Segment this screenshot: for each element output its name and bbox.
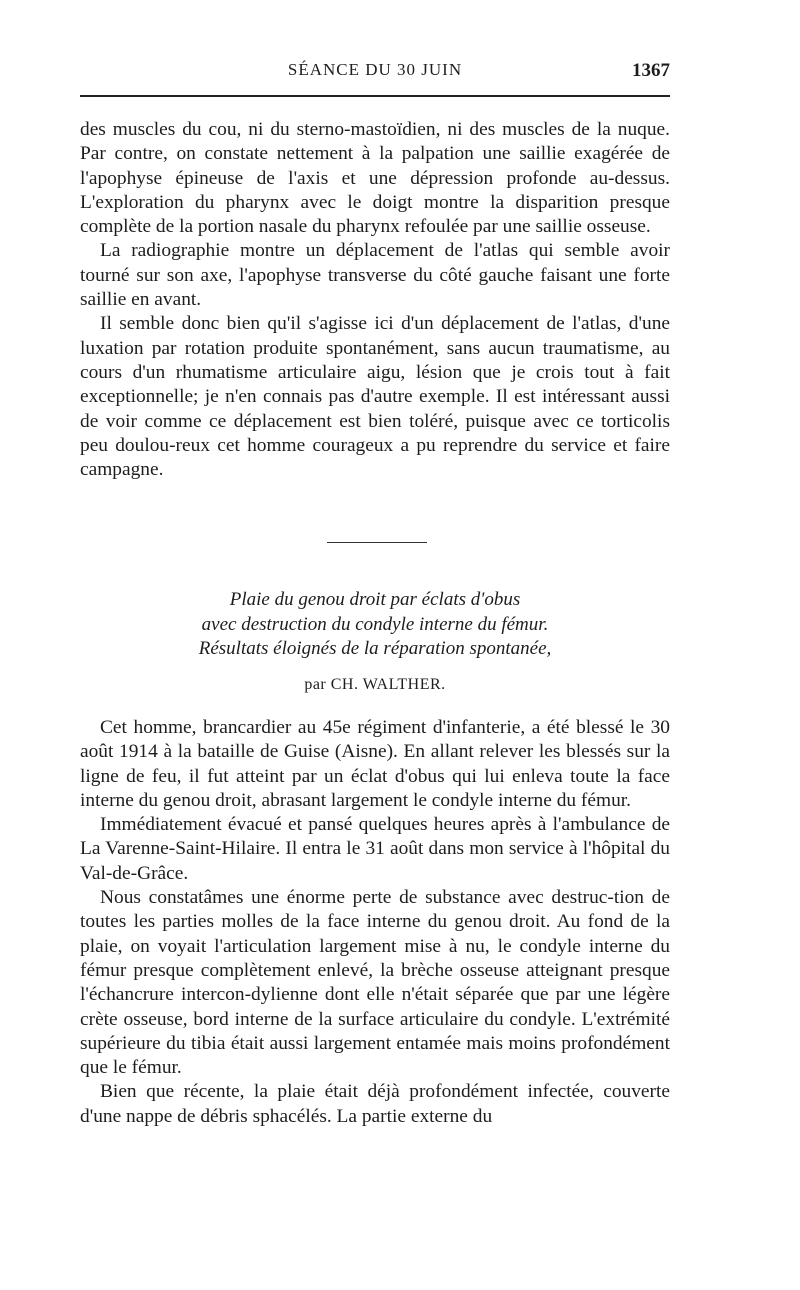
article-title <box>80 588 670 662</box>
body-text-bottom <box>80 716 670 1129</box>
paragraph: Immédiatement évacué et pansé quelques heures après à l'ambulance de La Varenne-Saint-Hilaire. Il entra le 31 août dans mon service à l'hôpital du Val-de-Grâce. <box>80 814 670 884</box>
running-head <box>80 0 670 96</box>
body-text-top <box>80 118 670 482</box>
paragraph: Bien que récente, la plaie était déjà profondément infectée, couverte d'une nappe de débris sphacélés. La partie externe du <box>80 1081 670 1127</box>
page-number: 1367 <box>632 60 670 81</box>
paragraph: Cet homme, brancardier au 45e régiment d'infanterie, a été blessé le 30 août 1914 à la bataille de Guise (Aisne). En allant relever les blessés sur la ligne de feu, il fut atteint par un éclat d'obus qui lui enleva toute la face interne du genou droit, abrasant largement le condyle interne du fémur. <box>80 717 670 811</box>
paragraph: Il semble donc bien qu'il s'agisse ici d'un déplacement de l'atlas, d'une luxation par rotation produite spontanément, sans aucun traumatisme, au cours d'un rhumatisme articulaire aigu, lésion que je crois tout à fait exceptionnelle; je n'en connais pas d'autre exemple. Il est intéressant aussi de voir comme ce déplacement est bien toléré, puisque avec ce torticolis peu doulou-reux cet homme courageux a pu reprendre du service et faire campagne. <box>80 313 670 481</box>
article-byline: par CH. WALTHER. <box>304 676 446 693</box>
paragraph: La radiographie montre un déplacement de l'atlas qui semble avoir tourné sur son axe, l'apophyse transverse du côté gauche faisant une forte saillie en avant. <box>80 240 670 311</box>
section-separator <box>327 542 427 543</box>
article-title-line: avec destruction du condyle interne du fémur. <box>201 613 549 635</box>
article-title-line: Résultats éloignés de la réparation spontanée, <box>198 638 552 659</box>
running-head-title: SÉANCE DU 30 JUIN <box>287 60 463 79</box>
paragraph: des muscles du cou, ni du sterno-mastoïdien, ni des muscles de la nuque. Par contre, on constate nettement à la palpation une saillie exagérée de l'apophyse épineuse de l'axis et une dépression profonde au-dessus. L'exploration du pharynx avec le doigt montre la disparition presque complète de la portion nasale du pharynx refoulée par une saillie osseuse. <box>80 119 670 238</box>
article-title-line: Plaie du genou droit par éclats d'obus <box>229 589 521 610</box>
header-rule <box>80 95 670 97</box>
document-page <box>80 0 670 1127</box>
paragraph: Nous constatâmes une énorme perte de substance avec destruc-tion de toutes les parties molles de la face interne du genou droit. Au fond de la plaie, on voyait l'articulation largement mise à nu, le condyle interne du fémur presque complètement enlevé, la brèche osseuse atteignant presque l'échancrure intercon-dylienne dont elle n'était séparée que par une légère crète osseuse, bord interne de la surface articulaire du condyle. L'extrémité supérieure du tibia était aussi largement entamée mais moins profondément que le fémur. <box>80 887 670 1079</box>
